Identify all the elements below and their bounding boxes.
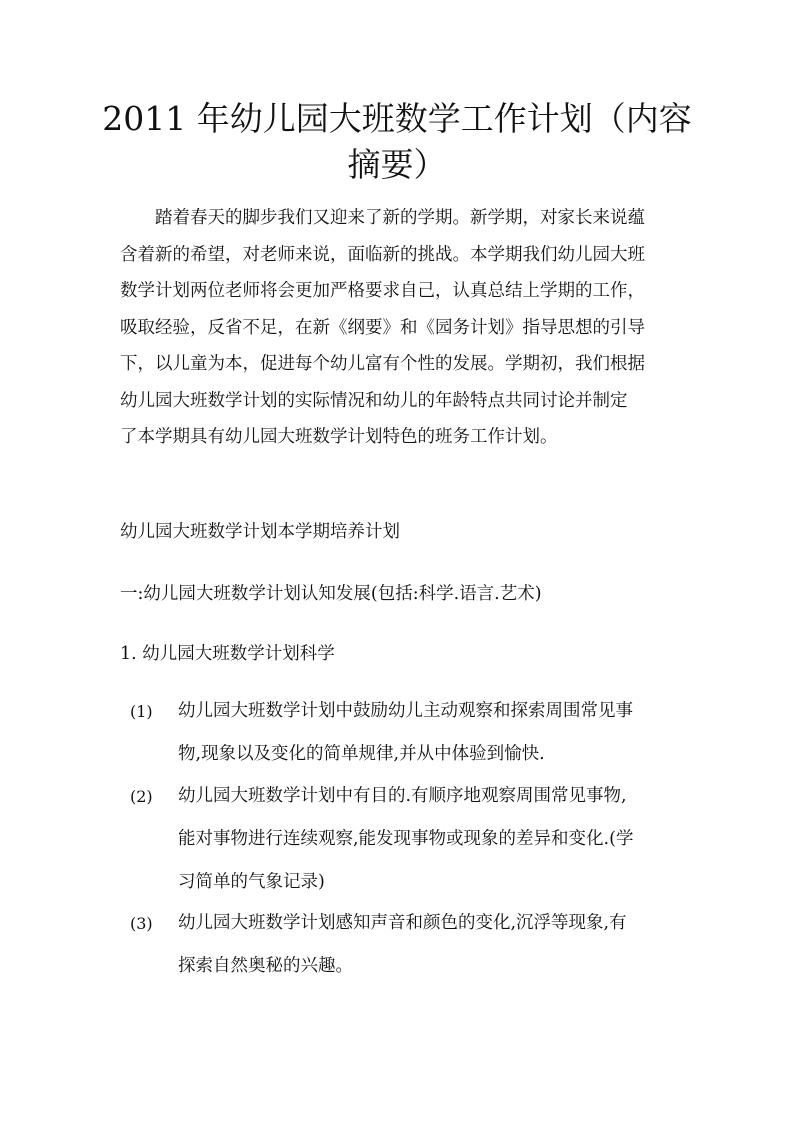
intro-line: 了本学期具有幼儿园大班数学计划特色的班务工作计划。: [120, 427, 558, 447]
intro-line: 吸取经验，反省不足，在新《纲要》和《园务计划》指导思想的引导: [120, 317, 645, 338]
section-heading: 幼儿园大班数学计划本学期培养计划: [120, 522, 400, 542]
part-one-heading: 一:幼儿园大班数学计划认知发展(包括:科学.语言.艺术): [120, 584, 542, 604]
title-line-1: 2011 年幼儿园大班数学工作计划（内容: [102, 99, 692, 138]
document-title: [100, 96, 694, 188]
item-body: [178, 902, 627, 988]
intro-line: 踏着春天的脚步我们又迎来了新的学期。新学期，对家长来说蕴: [120, 208, 645, 228]
sub-heading-science: 1. 幼儿园大班数学计划科学: [120, 644, 335, 664]
item-body: [178, 690, 633, 776]
item-body: [178, 775, 633, 904]
intro-line: 数学计划两位老师将会更加严格要求自己，认真总结上学期的工作，: [120, 281, 645, 301]
item-number: (1): [130, 702, 153, 721]
item-number: (3): [130, 914, 153, 933]
intro-line: 幼儿园大班数学计划的实际情况和幼儿的年龄特点共同讨论并制定: [120, 390, 628, 411]
item-line: 习简单的气象记录): [178, 872, 325, 892]
item-line: 幼儿园大班数学计划中有目的.有顺序地观察周围常见事物,: [178, 786, 627, 806]
item-line: 物,现象以及变化的简单规律,并从中体验到愉快.: [178, 744, 545, 764]
intro-paragraph: [120, 200, 680, 456]
item-line: 探索自然奥秘的兴趣。: [178, 956, 353, 976]
item-line: 能对事物进行连续观察,能发现事物或现象的差异和变化.(学: [178, 829, 634, 849]
item-line: 幼儿园大班数学计划中鼓励幼儿主动观察和探索周围常见事: [178, 701, 633, 721]
intro-line: 下，以儿童为本，促进每个幼儿富有个性的发展。学期初，我们根据: [120, 354, 645, 374]
item-line: 幼儿园大班数学计划感知声音和颜色的变化,沉浮等现象,有: [178, 913, 627, 933]
title-line-2: 摘要）: [347, 145, 447, 184]
item-number: (2): [130, 787, 153, 806]
intro-line: 含着新的希望，对老师来说，面临新的挑战。本学期我们幼儿园大班: [120, 244, 645, 265]
